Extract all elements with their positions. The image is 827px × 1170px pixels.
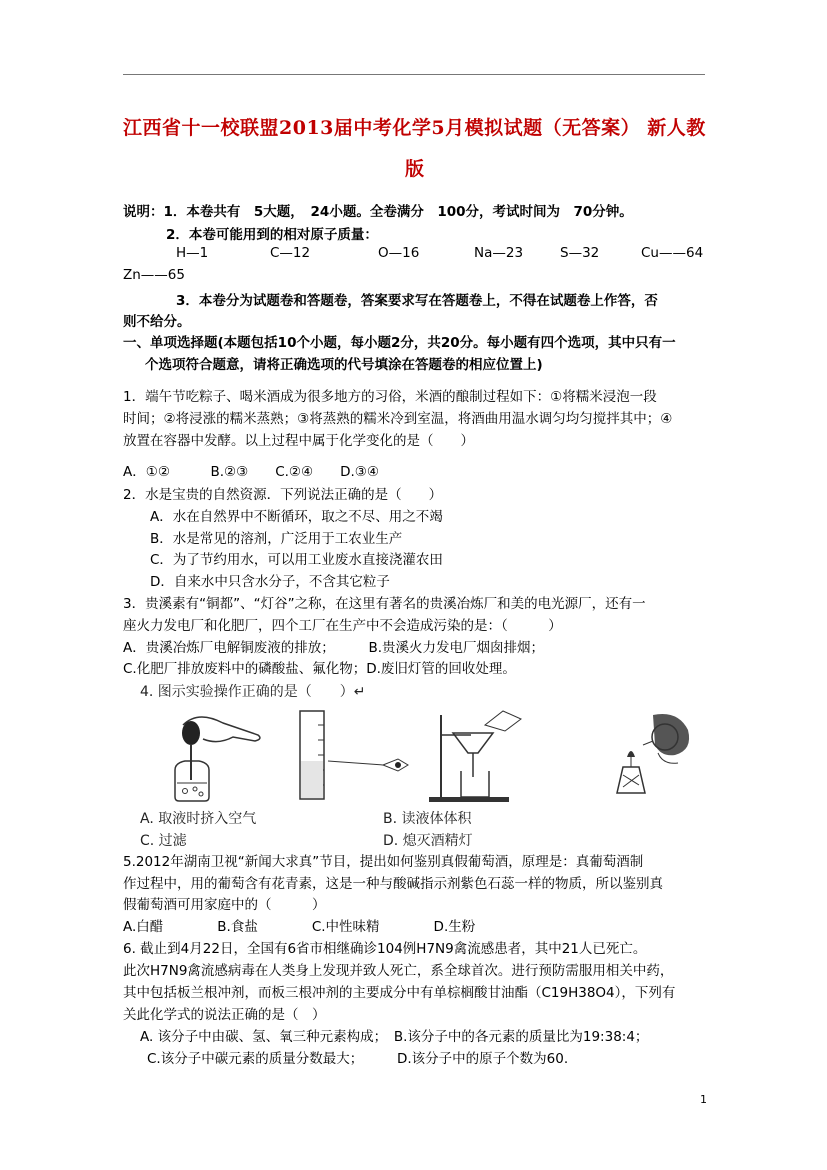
- mass-s: S—32: [560, 245, 600, 261]
- notes-line3b: 则不给分。: [123, 314, 191, 330]
- doc-title-line1: 江西省十一校联盟2013届中考化学5月模拟试题（无答案） 新人教: [123, 117, 706, 139]
- q1-line2: 时间；②将浸涨的糯米蒸熟；③将蒸熟的糯米冷到室温，将酒曲用温水调匀均匀搅拌其中；④: [123, 411, 673, 427]
- q6-line1: 6. 截止到4月22日，全国有6省市相继确诊104例H7N9禽流感患者，其中21人已死亡。: [123, 941, 647, 957]
- q4-option-b: B. 读液体体积: [383, 811, 472, 827]
- q4-option-a: A. 取液时挤入空气: [140, 811, 257, 827]
- q6-options-cd: C.该分子中碳元素的质量分数最大； D.该分子中的原子个数为60.: [147, 1051, 569, 1067]
- q3-options-cd: C.化肥厂排放废料中的磷酸盐、氟化物；D.废旧灯管的回收处理。: [123, 661, 516, 677]
- q2-option-c: C．为了节约用水，可以用工业废水直接浇灌农田: [150, 552, 443, 568]
- mass-c: C—12: [270, 245, 311, 261]
- doc-title-line2: 版: [405, 158, 425, 180]
- notes-line1: 说明：1．本卷共有 5大题， 24小题。全卷满分 100分，考试时间为 70分钟。: [123, 204, 633, 220]
- q2-option-b: B．水是常见的溶剂，广泛用于工农业生产: [150, 531, 403, 547]
- q2-stem: 2．水是宝贵的自然资源．下列说法正确的是（ ）: [123, 487, 443, 503]
- q6-line3: 其中包括板兰根冲剂，而板三根冲剂的主要成分中有单棕榈酸甘油酯（C19H38O4），下列有: [123, 985, 676, 1001]
- filtration-illustration: [423, 705, 553, 805]
- mass-o: O—16: [378, 245, 420, 261]
- q2-option-d: D．自来水中只含水分子，不含其它粒子: [150, 574, 390, 590]
- q4-stem: 4. 图示实验操作正确的是（ ）↵: [140, 684, 366, 700]
- q1-line1: 1．端午节吃粽子、喝米酒成为很多地方的习俗，米酒的酿制过程如下：①将糯米浸泡一段: [123, 389, 657, 405]
- notes-line3a: 3．本卷分为试题卷和答题卷，答案要求写在答题卷上，不得在试题卷上作答，否: [176, 293, 658, 309]
- mass-h: H—1: [176, 245, 209, 261]
- q1-line3: 放置在容器中发酵。以上过程中属于化学变化的是（ ）: [123, 433, 474, 449]
- q4-option-c: C. 过滤: [140, 833, 187, 849]
- q6-options-ab: A. 该分子中由碳、氢、氧三种元素构成； B.该分子中的各元素的质量比为19:38:4；: [140, 1029, 649, 1045]
- q2-option-a: A．水在自然界中不断循环，取之不尽、用之不竭: [150, 509, 443, 525]
- mass-zn: Zn——65: [123, 267, 185, 283]
- mass-cu: Cu——64: [641, 245, 704, 261]
- q5-options: A.白醋 B.食盐 C.中性味精 D.生粉: [123, 919, 476, 935]
- section1-heading-line1: 一、单项选择题(本题包括10个小题，每小题2分，共20分。每小题有四个选项，其中只有一: [123, 335, 676, 351]
- q6-line2: 此次H7N9禽流感病毒在人类身上发现并致人死亡，系全球首次。进行预防需服用相关中药，: [123, 963, 674, 979]
- q3-line1: 3．贵溪素有“铜都”、“灯谷”之称，在这里有著名的贵溪冶炼厂和美的电光源厂，还有一: [123, 596, 646, 612]
- alcohol-lamp-illustration: [583, 705, 703, 805]
- notes-line2: 2．本卷可能用到的相对原子质量：: [166, 227, 378, 243]
- page-number: 1: [700, 1093, 707, 1106]
- q6-line4: 关此化学式的说法正确的是（ ）: [123, 1007, 326, 1023]
- q4-option-d: D. 熄灭酒精灯: [383, 833, 473, 849]
- q5-line3: 假葡萄酒可用家庭中的（ ）: [123, 897, 326, 913]
- q3-options-ab: A．贵溪冶炼厂电解铜废液的排放； B.贵溪火力发电厂烟囱排烟；: [123, 640, 545, 656]
- q1-options: A．①② B.②③ C.②④ D.③④: [123, 464, 380, 480]
- q5-line1: 5.2012年湖南卫视“新闻大求真”节目，提出如何鉴别真假葡萄酒，原理是：真葡萄酒制: [123, 854, 644, 870]
- graduated-cylinder-illustration: [288, 705, 418, 805]
- q4-figure: [123, 705, 705, 805]
- q3-line2: 座火力发电厂和化肥厂，四个工厂在生产中不会造成污染的是：（ ）: [123, 618, 562, 634]
- dropper-illustration: [163, 705, 273, 805]
- section1-heading-line2: 个选项符合题意，请将正确选项的代号填涂在答题卷的相应位置上): [145, 357, 543, 373]
- q5-line2: 作过程中，用的葡萄含有花青素，这是一种与酸碱指示剂紫色石蕊一样的物质，所以鉴别真: [123, 876, 663, 892]
- header-rule: [123, 74, 705, 75]
- mass-na: Na—23: [474, 245, 524, 261]
